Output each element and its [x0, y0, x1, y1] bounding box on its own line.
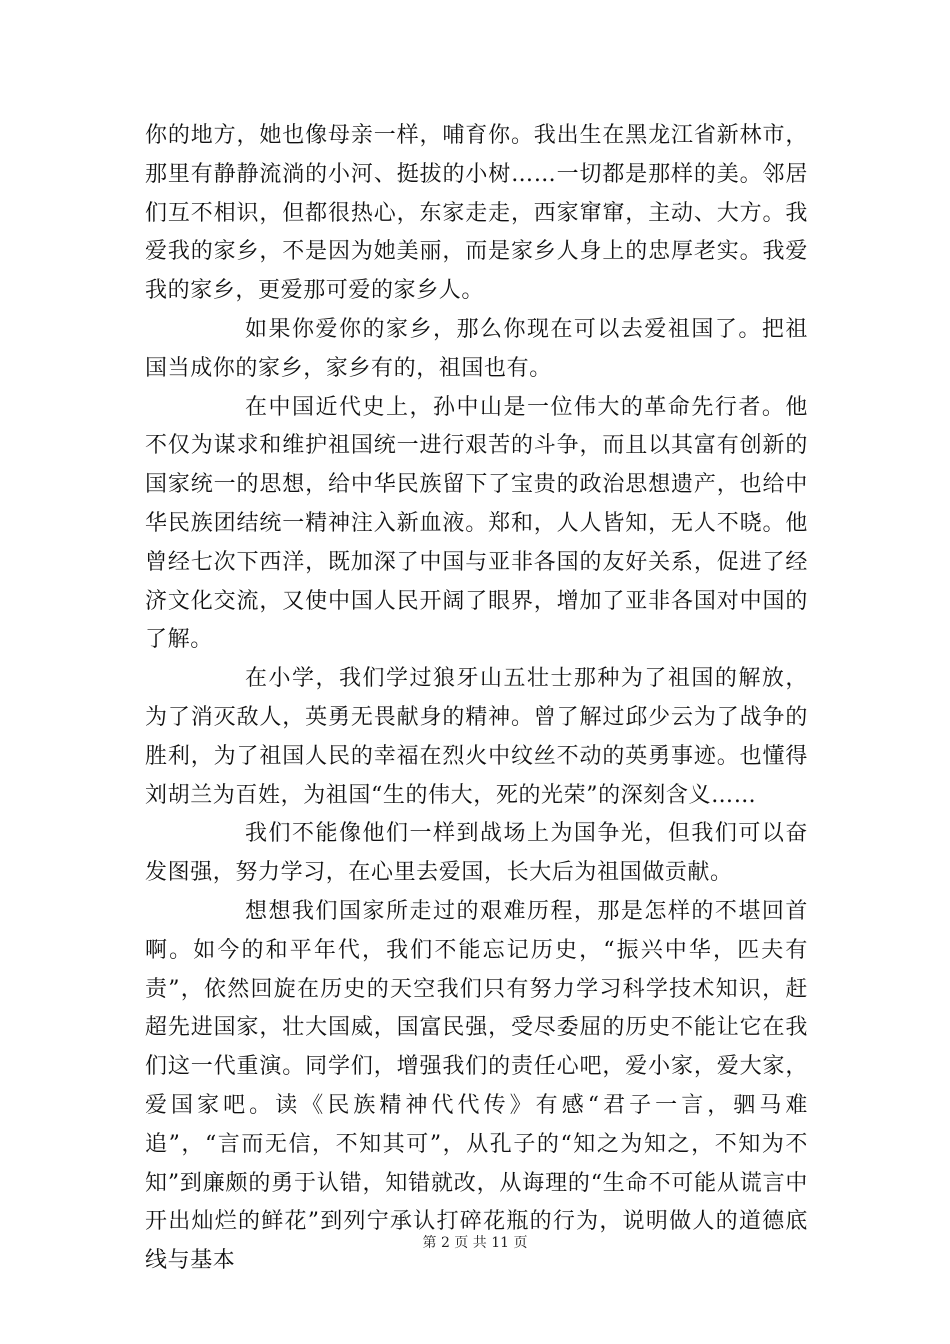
- paragraph-4: 在小学，我们学过狼牙山五壮士那种为了祖国的解放，为了消灭敌人，英勇无畏献身的精神。曾了解过邱少云为了战争的胜利，为了祖国人民的幸福在烈火中纹丝不动的英勇事迹。也懂得刘胡兰为百姓，为祖国“生的伟大，死的光荣”的深刻含义……: [145, 666, 808, 808]
- paragraph-5: 我们不能像他们一样到战场上为国争光，但我们可以奋发图强，努力学习，在心里去爱国，长大后为祖国做贡献。: [145, 821, 808, 886]
- page-footer: [0, 1232, 950, 1252]
- paragraph-3: 在中国近代史上，孙中山是一位伟大的革命先行者。他不仅为谋求和维护祖国统一进行艰苦的斗争，而且以其富有创新的国家统一的思想，给中华民族留下了宝贵的政治思想遗产，也给中华民族团结统一精神注入新血液。郑和，人人皆知，无人不晓。他曾经七次下西洋，既加深了中国与亚非各国的友好关系，促进了经济文化交流，又使中国人民开阔了眼界，增加了亚非各国对中国的了解。: [145, 394, 808, 653]
- paragraph-6: 想想我们国家所走过的艰难历程，那是怎样的不堪回首啊。如今的和平年代，我们不能忘记历史，“振兴中华，匹夫有责”，依然回旋在历史的天空我们只有努力学习科学技术知识，赶超先进国家，壮大国威，国富民强，受尽委屈的历史不能让它在我们这一代重演。同学们，增强我们的责任心吧，爱小家，爱大家，爱国家吧。读《民族精神代代传》有感“君子一言，驷马难追”，“言而无信，不知其可”，从孔子的“知之为知之，不知为不知”到廉颇的勇于认错，知错就改，从诲理的“生命不可能从谎言中开出灿烂的鲜花”到列宁承认打碎花瓶的行为，说明做人的道德底线与基本: [145, 898, 808, 1274]
- paragraph-2: 如果你爱你的家乡，那么你现在可以去爱祖国了。把祖国当成你的家乡，家乡有的，祖国也有。: [145, 316, 808, 381]
- page-number: 第 2 页 共 11 页: [422, 1235, 528, 1251]
- body-text: [145, 117, 808, 1281]
- paragraph-1: 你的地方，她也像母亲一样，哺育你。我出生在黑龙江省新林市，那里有静静流淌的小河、挺拔的小树……一切都是那样的美。邻居们互不相识，但都很热心，东家走走，西家窜窜，主动、大方。我爱我的家乡，不是因为她美丽，而是家乡人身上的忠厚老实。我爱我的家乡，更爱那可爱的家乡人。: [145, 123, 808, 304]
